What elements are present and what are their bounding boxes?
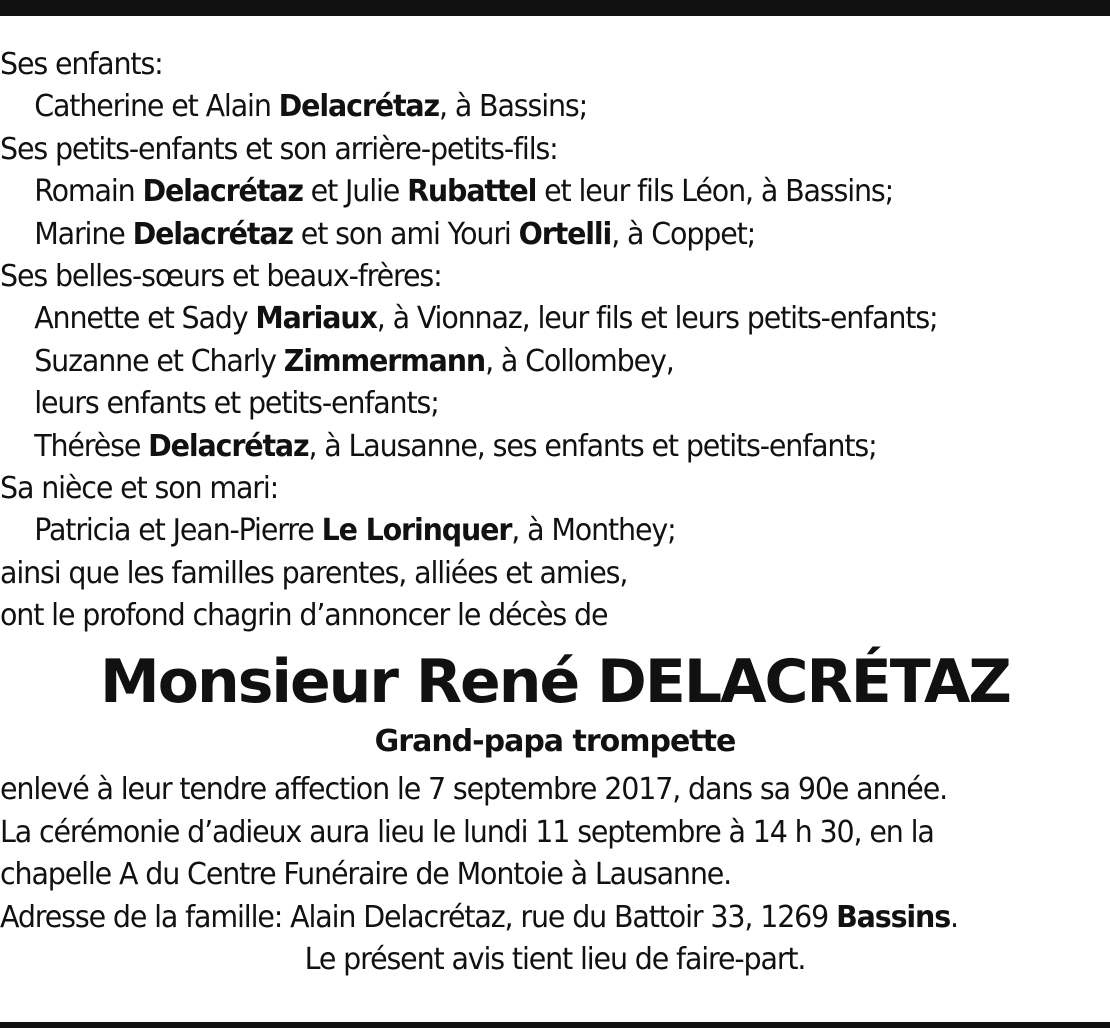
ceremony-details xyxy=(0,769,1110,981)
grandchildren-heading: Ses petits-enfants et son arrière-petits-fils: xyxy=(0,131,558,167)
niece-heading: Sa nièce et son mari: xyxy=(0,470,279,506)
surname: Delacrétaz xyxy=(278,89,439,125)
family-address-line xyxy=(0,897,1055,939)
obituary-notice xyxy=(0,44,1110,981)
entry-text: , à Coppet; xyxy=(611,216,756,252)
entry-text: , à Lausanne, ses enfants et petits-enfants; xyxy=(308,428,877,464)
inlaw-entry-continuation: leurs enfants et petits-enfants; xyxy=(34,386,439,422)
entry-text: , à Bassins; xyxy=(438,89,588,125)
entry-text: Suzanne et Charly xyxy=(34,343,284,379)
entry-text: Catherine et Alain xyxy=(34,89,279,125)
closing-line: ainsi que les familles parentes, alliées et amies, xyxy=(0,555,628,591)
niece-entry xyxy=(0,510,1055,552)
top-border-rule xyxy=(0,0,1110,16)
address-text: Adresse de la famille: Alain Delacrétaz, rue du Battoir 33, 1269 xyxy=(0,899,837,935)
entry-text: , à Monthey; xyxy=(511,513,676,549)
deceased-name: Monsieur René DELACRÉTAZ xyxy=(100,647,1010,718)
death-date-line: enlevé à leur tendre affection le 7 septembre 2017, dans sa 90e année. xyxy=(0,772,948,808)
entry-text: Patricia et Jean-Pierre xyxy=(34,513,322,549)
entry-text: , à Vionnaz, leur fils et leurs petits-enfants; xyxy=(376,301,938,337)
entry-text: Annette et Sady xyxy=(34,301,256,337)
inlaws-heading: Ses belles-sœurs et beaux-frères: xyxy=(0,258,442,294)
deceased-subtitle: Grand-papa trompette xyxy=(374,724,736,760)
entry-text: Marine xyxy=(34,216,133,252)
surname: Rubattel xyxy=(407,174,537,210)
ceremony-line: La cérémonie d’adieux aura lieu le lundi 11 septembre à 14 h 30, en la xyxy=(0,814,934,850)
surname: Ortelli xyxy=(518,216,612,252)
surname: Delacrétaz xyxy=(132,216,293,252)
grandchild-entry xyxy=(0,214,1055,256)
children-heading: Ses enfants: xyxy=(0,47,163,82)
inlaw-entry xyxy=(0,298,1055,340)
inlaw-entry xyxy=(0,341,1055,383)
announcement-line: ont le profond chagrin d’annoncer le décès de xyxy=(0,598,608,634)
bottom-border-rule xyxy=(0,1022,1110,1028)
address-end: . xyxy=(950,899,958,935)
ceremony-location-line: chapelle A du Centre Funéraire de Montoie à Lausanne. xyxy=(0,857,732,893)
entry-text: et leur fils Léon, à Bassins; xyxy=(536,174,894,210)
surname: Delacrétaz xyxy=(148,428,309,464)
entry-text: et son ami Youri xyxy=(292,216,519,252)
entry-text: , à Collombey, xyxy=(485,343,674,379)
surname: Zimmermann xyxy=(283,343,486,379)
entry-text: Romain xyxy=(34,174,143,210)
surname: Mariaux xyxy=(255,301,377,337)
surname: Delacrétaz xyxy=(142,174,303,210)
grandchild-entry xyxy=(0,171,1055,213)
inlaw-entry xyxy=(0,426,1055,468)
entry-text: Thérèse xyxy=(34,428,149,464)
notice-line: Le présent avis tient lieu de faire-part. xyxy=(304,942,806,978)
address-town: Bassins xyxy=(836,899,951,935)
child-entry xyxy=(0,86,1055,128)
surname: Le Lorinquer xyxy=(321,513,512,549)
entry-text: et Julie xyxy=(302,174,408,210)
